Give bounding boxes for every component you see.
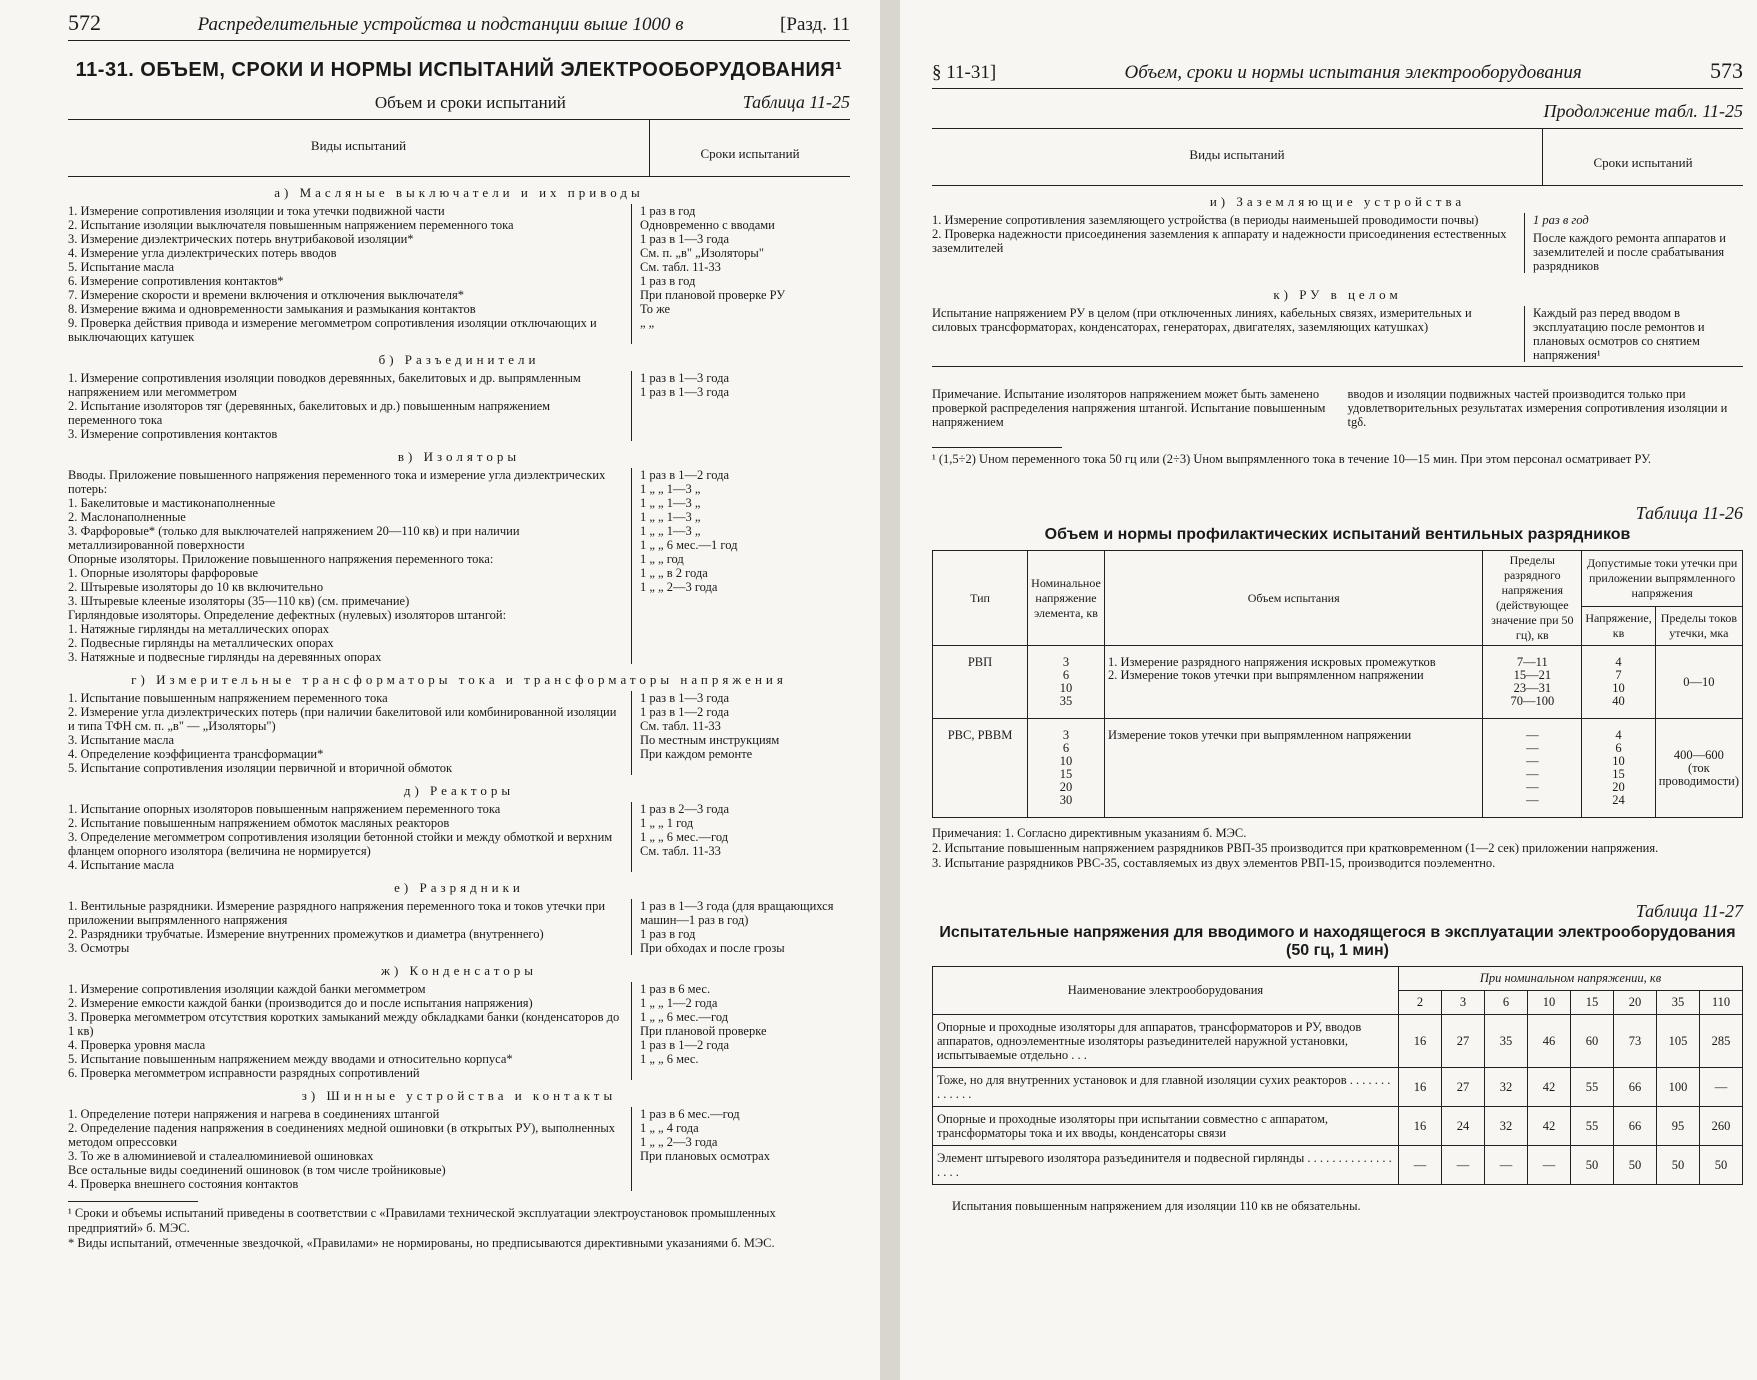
test-term: При каждом ремонте [640, 747, 753, 761]
test-term: 1 „ „ 6 мес. [640, 1052, 699, 1066]
test-term: 1 „ „ 2—3 года [640, 580, 718, 594]
test-item: 5. Испытание повышенным напряжением между вводами и относительно корпуса* [68, 1052, 513, 1066]
t27-value: — [1528, 1146, 1571, 1185]
group-row [68, 691, 850, 775]
test-term: 1 „ „ 2—3 года [640, 1135, 718, 1149]
test-term: 1 раз в 1—2 года [640, 1038, 730, 1052]
test-item: 2. Измерение угла диэлектрических потерь (при наличии бакелитовой или комбинированной изоляции и типа ТФН см. п. „в" — „Изоляторы") [68, 705, 617, 733]
t26-notes [932, 826, 1743, 871]
test-item: 6. Проверка мегомметром исправности разрядных сопротивлений [68, 1066, 420, 1080]
t26-limits: 7—11 15—21 23—31 70—100 [1483, 646, 1582, 719]
t26-voltage: 4 6 10 15 20 24 [1582, 719, 1655, 818]
right-section-ref: § 11-31] [932, 62, 997, 83]
t25-caption-row [68, 92, 850, 113]
t26-h-nominal: Номинальное напряжение элемента, кв [1028, 551, 1105, 646]
t25-cont-header [932, 128, 1743, 186]
t26-nominal: 3 6 10 15 20 30 [1028, 719, 1105, 818]
right-page [900, 0, 1757, 1380]
group-row [68, 468, 850, 664]
group-i-title: и) Заземляющие устройства [1209, 194, 1466, 209]
t27-value: 16 [1399, 1068, 1442, 1107]
right-footnote: ¹ (1,5÷2) Uном переменного тока 50 гц или (2÷3) Uном выпрямленного тока в течение 10—15 мин. При этом персонал осматривает РУ. [932, 452, 1652, 466]
t27-value: 27 [1442, 1068, 1485, 1107]
t27-value: — [1442, 1146, 1485, 1185]
t26-nominal: 3 6 10 35 [1028, 646, 1105, 719]
t27-voltage-header: 3 [1442, 991, 1485, 1015]
test-item: 1. Натяжные гирлянды на металлических опорах [68, 622, 329, 636]
t25-note [932, 387, 1743, 429]
group-i-term-2: После каждого ремонта аппаратов и заземлителей и после срабатывания разрядников [1524, 227, 1743, 273]
t27-h-name: Наименование электрооборудования [933, 967, 1399, 1015]
t26-scope: 1. Измерение разрядного напряжения искровых промежутков 2. Измерение токов утечки при выпрямленном напряжении [1105, 646, 1483, 719]
test-item: 3. Измерение диэлектрических потерь внутрибаковой изоляции* [68, 232, 414, 246]
group-terms [631, 691, 850, 775]
test-item: 3. Осмотры [68, 941, 130, 955]
group-row [68, 982, 850, 1080]
group-items [68, 468, 631, 664]
left-running-title: Распределительные устройства и подстанции выше 1000 в [197, 14, 684, 35]
test-item: 2. Испытание изоляторов тяг (деревянных, бакелитовых и др.) повышенным напряжением переменного тока [68, 399, 551, 427]
group-terms [631, 899, 850, 955]
test-term: 1 раз в 1—2 года [640, 468, 730, 482]
test-item: 4. Определение коэффициента трансформации* [68, 747, 324, 761]
test-item: 3. Испытание масла [68, 733, 175, 747]
group-terms [631, 1107, 850, 1191]
section-title: 11-31. ОБЪЕМ, СРОКИ И НОРМЫ ИСПЫТАНИЙ ЭЛЕКТРООБОРУДОВАНИЯ¹ [75, 59, 843, 81]
t26-table [932, 550, 1743, 818]
test-item: 3. Проверка мегомметром отсутствия коротких замыканий между обкладками банки (конденсаторов до 1 кв) [68, 1010, 620, 1038]
test-term: См. табл. 11-33 [640, 844, 721, 858]
t27-note: Испытания повышенным напряжением для изоляции 110 кв не обязательны. [952, 1199, 1361, 1213]
test-term: 1 раз в 6 мес. [640, 982, 711, 996]
t27-value: — [1700, 1068, 1743, 1107]
group-row [68, 1107, 850, 1191]
t27-value: 32 [1485, 1068, 1528, 1107]
test-term: 1 раз в год [640, 927, 696, 941]
t26-h-type: Тип [933, 551, 1028, 646]
t27-value: 73 [1614, 1015, 1657, 1068]
t27-voltage-header: 20 [1614, 991, 1657, 1015]
group-i-row-2 [932, 227, 1743, 273]
t27-voltage-header: 2 [1399, 991, 1442, 1015]
t26-voltage: 4 7 10 40 [1582, 646, 1655, 719]
t26-current: 0—10 [1655, 646, 1742, 719]
t27-value: 66 [1614, 1068, 1657, 1107]
test-item: 7. Измерение скорости и времени включения и отключения выключателя* [68, 288, 464, 302]
t26-scope: Измерение токов утечки при выпрямленном напряжении [1105, 719, 1483, 818]
t27-value: 66 [1614, 1107, 1657, 1146]
t26-type: РВП [933, 646, 1028, 719]
test-term: Одновременно с вводами [640, 218, 775, 232]
group-k-row [932, 306, 1743, 362]
t26-caption: Таблица 11-26 [1635, 503, 1743, 523]
t26-h-scope: Объем испытания [1105, 551, 1483, 646]
test-item: 1. Испытание опорных изоляторов повышенным напряжением переменного тока [68, 802, 501, 816]
left-footnote-1: ¹ Сроки и объемы испытаний приведены в соответствии с «Правилами технической эксплуатации электроустановок промышленных предприятий» б. МЭС. [68, 1206, 776, 1235]
test-item: 1. Измерение сопротивления изоляции и тока утечки подвижной части [68, 204, 445, 218]
left-footnote-2: * Виды испытаний, отмеченные звездочкой, «Правилами» не нормированы, но предписываются директивными указаниями б. МЭС. [68, 1236, 775, 1250]
t27-body [933, 1015, 1743, 1185]
test-term: 1 раз в 1—3 года (для вращающихся машин—1 раз в год) [640, 899, 834, 927]
test-item: Все остальные виды соединений ошиновок (в том числе тройниковые) [68, 1163, 446, 1177]
t27-value: 16 [1399, 1107, 1442, 1146]
right-footnote-separator [932, 447, 1062, 448]
t27-value: 95 [1657, 1107, 1700, 1146]
test-item: 5. Испытание сопротивления изоляции первичной и вторичной обмоток [68, 761, 453, 775]
t26-row [933, 646, 1743, 719]
group-title: в) Изоляторы [397, 449, 521, 464]
group-terms [631, 371, 850, 441]
test-term: 1 „ „ 1 год [640, 816, 694, 830]
test-term: 1 раз в год [640, 204, 696, 218]
t27-value: 55 [1571, 1068, 1614, 1107]
group-items [68, 371, 631, 441]
t26-note: Примечания: 1. Согласно директивным указаниям б. МЭС. [932, 826, 1247, 840]
t27-value: 50 [1571, 1146, 1614, 1185]
t25-subtitle: Объем и сроки испытаний [374, 93, 566, 112]
group-i-item-1: 1. Измерение сопротивления заземляющего устройства (в периоды наименьшей проводимости почвы) [932, 213, 1479, 227]
t27-value: 50 [1700, 1146, 1743, 1185]
t27-value: 32 [1485, 1107, 1528, 1146]
test-item: 6. Измерение сопротивления контактов* [68, 274, 284, 288]
test-term: „ „ [640, 316, 655, 330]
group-items [68, 1107, 631, 1191]
t26-limits: — — — — — — [1483, 719, 1582, 818]
t27-row [933, 1015, 1743, 1068]
test-item: 2. Определение падения напряжения в соединениях медной ошиновки (в открытых РУ), выполненных методом опрессовки [68, 1121, 616, 1149]
test-item: 1. Вентильные разрядники. Измерение разрядного напряжения переменного тока и токов утечки при приложении выпрямленного напряжения [68, 899, 606, 927]
group-row [68, 371, 850, 441]
t25-cont-col-terms: Сроки испытаний [1593, 155, 1693, 170]
t27-value: 50 [1657, 1146, 1700, 1185]
group-k-term: Каждый раз перед вводом в эксплуатацию после ремонтов и плановых осмотров со снятием напряжения¹ [1524, 306, 1743, 362]
test-term: По местным инструкциям [640, 733, 780, 747]
group-row [68, 899, 850, 955]
t27-value: — [1399, 1146, 1442, 1185]
test-item: 5. Испытание масла [68, 260, 175, 274]
t26-h-limits: Пределы разрядного напряжения (действующее значение при 50 гц), кв [1483, 551, 1582, 646]
t27-value: 55 [1571, 1107, 1614, 1146]
test-item: 1. Испытание повышенным напряжением переменного тока [68, 691, 388, 705]
test-item: 4. Испытание масла [68, 858, 175, 872]
group-title: е) Разрядники [394, 880, 524, 895]
test-term: 1 „ „ 1—3 „ [640, 510, 701, 524]
left-running-header [68, 10, 850, 41]
t27-name: Опорные и проходные изоляторы для аппаратов, трансформаторов и РУ, вводов аппаратов, одноэлементные изоляторы разъединителей наружной установки, испытываемые отдельно . . . [933, 1015, 1399, 1068]
test-term: При обходах и после грозы [640, 941, 785, 955]
test-term: При плановой проверке РУ [640, 288, 786, 302]
t27-h-nominal: При номинальном напряжении, кв [1399, 967, 1743, 991]
test-term: 1 „ „ 1—3 „ [640, 496, 701, 510]
group-terms [631, 468, 850, 664]
test-item: 2. Испытание изоляции выключателя повышенным напряжением переменного тока [68, 218, 514, 232]
test-term: 1 раз в 6 мес.—год [640, 1107, 740, 1121]
t25-header [68, 119, 850, 177]
test-term: 1 раз в 1—3 года [640, 691, 730, 705]
test-item: 1. Бакелитовые и мастиконаполненные [68, 496, 276, 510]
t26-h-voltage: Напряжение, кв [1582, 606, 1655, 645]
t27-value: 16 [1399, 1015, 1442, 1068]
test-term: См. табл. 11-33 [640, 260, 721, 274]
test-term: 1 раз в 1—3 года [640, 371, 730, 385]
t25-col-terms: Сроки испытаний [700, 146, 800, 161]
test-item: 8. Измерение вжима и одновременности замыкания и размыкания контактов [68, 302, 476, 316]
group-title: б) Разъединители [378, 352, 540, 367]
group-i-row-1 [932, 213, 1743, 227]
test-term: 1 „ „ 6 мес.—год [640, 830, 729, 844]
test-item: 2. Подвесные гирлянды на металлических опорах [68, 636, 334, 650]
test-item: 1. Измерение сопротивления изоляции каждой банки мегомметром [68, 982, 426, 996]
t27-value: 100 [1657, 1068, 1700, 1107]
left-page-number: 572 [68, 10, 101, 35]
test-item: 4. Измерение угла диэлектрических потерь вводов [68, 246, 337, 260]
t25-caption: Таблица 11-25 [742, 92, 850, 112]
right-running-header [932, 58, 1743, 89]
right-page-number: 573 [1710, 58, 1743, 83]
t27-row [933, 1146, 1743, 1185]
test-term: См. табл. 11-33 [640, 719, 721, 733]
group-items [68, 802, 631, 872]
test-term: См. п. „в" „Изоляторы" [640, 246, 764, 260]
group-row [68, 204, 850, 344]
t27-name: Опорные и проходные изоляторы при испытании совместно с аппаратом, трансформаторы тока и их вводы, конденсаторы связи [933, 1107, 1399, 1146]
group-k-item: Испытание напряжением РУ в целом (при отключенных линиях, кабельных связях, измерительных и силовых трансформаторах, конденсаторах, генераторах, двигателях, заземляющих катушках) [932, 306, 1472, 334]
test-item: 1. Определение потери напряжения и нагрева в соединениях штангой [68, 1107, 440, 1121]
book-gutter [880, 0, 900, 1380]
right-running-title: Объем, сроки и нормы испытания электрооборудования [1124, 62, 1582, 83]
t26-note: 2. Испытание повышенным напряжением разрядников РВП-35 производится при кратковременном (1—2 сек) приложении напряжения. [932, 841, 1659, 855]
t25-cont-caption: Продолжение табл. 11-25 [1543, 101, 1743, 121]
group-title: г) Измерительные трансформаторы тока и трансформаторы напряжения [131, 672, 787, 687]
test-item: 3. Определение мегомметром сопротивления изоляции бетонной стойки и между обмоткой и верхним фланцем опорного изолятора (величина не нормируется) [68, 830, 613, 858]
test-item: 2. Испытание повышенным напряжением обмоток масляных реакторов [68, 816, 450, 830]
t25-cont-col-kinds: Виды испытаний [932, 129, 1543, 185]
t26-note: 3. Испытание разрядников РВС-35, составляемых из двух элементов РВП-15, производится поэлементно. [932, 856, 1496, 870]
t25-end-rule [932, 366, 1743, 367]
test-term: 1 „ „ 1—3 „ [640, 524, 701, 538]
t27-value: 46 [1528, 1015, 1571, 1068]
group-title: а) Масляные выключатели и их приводы [274, 185, 644, 200]
group-title: ж) Конденсаторы [381, 963, 537, 978]
group-items [68, 204, 631, 344]
test-item: 3. Штыревые клееные изоляторы (35—110 кв) (см. примечание) [68, 594, 410, 608]
test-item: 3. Измерение сопротивления контактов [68, 427, 278, 441]
t27-value: 105 [1657, 1015, 1700, 1068]
t26-h-leak: Допустимые токи утечки при приложении выпрямленного напряжения [1582, 551, 1743, 607]
left-section-ref: [Разд. 11 [780, 14, 850, 35]
t27-value: 42 [1528, 1107, 1571, 1146]
group-terms [631, 982, 850, 1080]
t26-type: РВС, РВВМ [933, 719, 1028, 818]
t27-title: Испытательные напряжения для вводимого и находящегося в эксплуатации электрооборудования (50 гц, 1 мин) [939, 924, 1736, 959]
t27-voltage-header: 35 [1657, 991, 1700, 1015]
footnote-separator [68, 1201, 198, 1202]
t27-voltage-header: 110 [1700, 991, 1743, 1015]
test-item: 3. Натяжные и подвесные гирлянды на деревянных опорах [68, 650, 382, 664]
t26-title: Объем и нормы профилактических испытаний вентильных разрядников [1044, 526, 1631, 543]
t27-value: 285 [1700, 1015, 1743, 1068]
test-term: При плановой проверке [640, 1024, 767, 1038]
test-item: 2. Разрядники трубчатые. Измерение внутренних промежутков и диаметра (внутреннего) [68, 927, 544, 941]
test-item: 2. Маслонаполненные [68, 510, 186, 524]
test-item: Гирляндовые изоляторы. Определение дефектных (нулевых) изоляторов штангой: [68, 608, 507, 622]
t25-note-right: вводов и изоляции подвижных частей производится только при удовлетворительных результатах измерения сопротивления изоляции и tgδ. [1347, 387, 1728, 429]
t26-current: 400—600 (ток проводимости) [1655, 719, 1742, 818]
group-terms [631, 802, 850, 872]
t26-body [933, 646, 1743, 818]
test-term: При плановых осмотрах [640, 1149, 770, 1163]
t26-h-current: Пределы токов утечки, мка [1655, 606, 1742, 645]
test-item: 1. Опорные изоляторы фарфоровые [68, 566, 259, 580]
test-term: То же [640, 302, 671, 316]
test-term: 1 раз в 1—2 года [640, 705, 730, 719]
t27-voltage-header: 10 [1528, 991, 1571, 1015]
t27-name: Тоже, но для внутренних установок и для главной изоляции сухих реакторов . . . . . . . . . . . . . [933, 1068, 1399, 1107]
t27-voltage-header: 6 [1485, 991, 1528, 1015]
test-item: 2. Штыревые изоляторы до 10 кв включительно [68, 580, 324, 594]
test-item: 9. Проверка действия привода и измерение мегомметром сопротивления изоляции отключающих и выключающих катушек [68, 316, 597, 344]
group-terms [631, 204, 850, 344]
t27-caption: Таблица 11-27 [1635, 901, 1743, 921]
t27-value: 60 [1571, 1015, 1614, 1068]
t25-note-left: Примечание. Испытание изоляторов напряжением может быть заменено проверкой распределения напряжения штангой. Испытание повышенным напряжением [932, 387, 1326, 429]
test-item: 3. Фарфоровые* (только для выключателей напряжением 20—110 кв) и при наличии металлизированной поверхности [68, 524, 520, 552]
t27-name: Элемент штыревого изолятора разъединителя и подвесной гирлянды . . . . . . . . . . . . . . . . . . [933, 1146, 1399, 1185]
t27-value: 42 [1528, 1068, 1571, 1107]
t26-row [933, 719, 1743, 818]
test-item: Вводы. Приложение повышенного напряжения переменного тока и измерение угла диэлектрических потерь: [68, 468, 606, 496]
test-term: 1 раз в год [640, 274, 696, 288]
t27-row [933, 1107, 1743, 1146]
test-item: Опорные изоляторы. Приложение повышенного напряжения переменного тока: [68, 552, 494, 566]
test-item: 4. Проверка уровня масла [68, 1038, 206, 1052]
t27-table [932, 966, 1743, 1185]
group-title: д) Реакторы [403, 783, 515, 798]
test-item: 4. Проверка внешнего состояния контактов [68, 1177, 299, 1191]
test-item: 2. Измерение емкости каждой банки (производится до и после испытания напряжения) [68, 996, 533, 1010]
test-item: 3. То же в алюминиевой и сталеалюминиевой ошиновках [68, 1149, 374, 1163]
t27-value: 27 [1442, 1015, 1485, 1068]
test-term: 1 „ „ 1—3 „ [640, 482, 701, 496]
group-title: з) Шинные устройства и контакты [301, 1088, 617, 1103]
t27-value: 35 [1485, 1015, 1528, 1068]
t27-row [933, 1068, 1743, 1107]
t25-col-kinds: Виды испытаний [68, 120, 650, 176]
t27-value: 50 [1614, 1146, 1657, 1185]
test-term: 1 раз в 2—3 года [640, 802, 730, 816]
t27-voltage-header: 15 [1571, 991, 1614, 1015]
group-row [68, 802, 850, 872]
group-k-title: к) РУ в целом [1273, 287, 1402, 302]
test-term: 1 раз в 1—3 года [640, 385, 730, 399]
t27-value: — [1485, 1146, 1528, 1185]
test-term: 1 „ „ в 2 года [640, 566, 708, 580]
group-items [68, 982, 631, 1080]
test-term: 1 раз в 1—3 года [640, 232, 730, 246]
test-term: 1 „ „ 6 мес.—год [640, 1010, 729, 1024]
test-term: 1 „ „ 4 года [640, 1121, 699, 1135]
group-i-term-1: 1 раз в год [1524, 213, 1743, 227]
test-term: 1 „ „ 1—2 года [640, 996, 718, 1010]
test-term: 1 „ „ год [640, 552, 684, 566]
t25-groups [68, 185, 850, 1191]
group-i-item-2: 2. Проверка надежности присоединения заземления к аппарату и надежности присоединения естественных заземлителей [932, 227, 1507, 255]
test-term: 1 „ „ 6 мес.—1 год [640, 538, 738, 552]
test-item: 1. Измерение сопротивления изоляции поводков деревянных, бакелитовых и др. выпрямленным напряжением или мегомметром [68, 371, 581, 399]
t27-value: 260 [1700, 1107, 1743, 1146]
t27-value: 24 [1442, 1107, 1485, 1146]
group-items [68, 691, 631, 775]
group-items [68, 899, 631, 955]
